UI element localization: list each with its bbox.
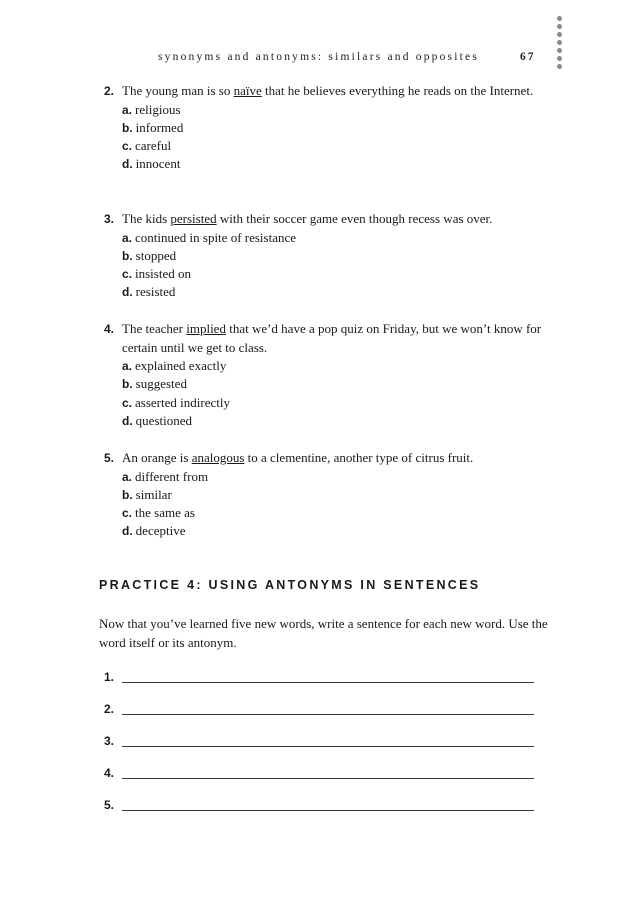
line-number: 5. (104, 798, 115, 812)
question-stem (104, 82, 544, 101)
vocab-word: implied (186, 321, 226, 336)
question-3 (104, 210, 544, 302)
question-5 (104, 449, 544, 541)
choice-letter: b. (122, 120, 133, 135)
choice-letter: d. (122, 285, 133, 300)
choice-text: different from (135, 468, 209, 484)
choice-letter: b. (122, 487, 133, 502)
section-title: PRACTICE 4: USING ANTONYMS IN SENTENCES (99, 578, 481, 592)
answer-choices (104, 468, 544, 541)
choice-text: resisted (135, 284, 176, 300)
question-stem (104, 320, 544, 357)
choice-text: careful (135, 138, 172, 154)
answer-choices (104, 357, 544, 430)
dot (557, 48, 562, 53)
question-number: 5. (104, 451, 115, 465)
choice[interactable] (104, 504, 544, 522)
running-title: synonyms and antonyms: similars and opposites (158, 51, 480, 63)
stem-text-after: that he believes everything he reads on the Internet. (261, 83, 534, 98)
choice-text: stopped (135, 247, 177, 263)
answer-choices (104, 101, 544, 174)
answer-line-3[interactable] (104, 734, 534, 752)
choice-text: insisted on (135, 266, 191, 282)
question-stem (104, 449, 544, 468)
practice-instructions: Now that you’ve learned five new words, write a sentence for each new word. Use the word itself or its antonym. (99, 616, 548, 650)
choice-letter: a. (122, 230, 133, 245)
blank-line (122, 714, 534, 715)
choice[interactable] (104, 394, 544, 412)
line-number: 4. (104, 766, 115, 780)
answer-line-2[interactable] (104, 702, 534, 720)
stem-text-after: to a clementine, another type of citrus fruit. (244, 450, 474, 465)
choice-text: innocent (135, 156, 181, 172)
question-number: 2. (104, 84, 115, 98)
stem-text-before: The young man is so (122, 83, 234, 98)
choice[interactable] (104, 357, 544, 375)
dot (557, 32, 562, 37)
choice-letter: d. (122, 524, 133, 539)
choice-text: deceptive (135, 523, 186, 539)
choice-letter: c. (122, 395, 133, 410)
answer-line-5[interactable] (104, 798, 534, 816)
choice-letter: b. (122, 248, 133, 263)
choice[interactable] (104, 119, 544, 137)
line-number: 3. (104, 734, 115, 748)
stem-text-before: An orange is (122, 450, 192, 465)
choice-text: explained exactly (135, 358, 227, 373)
choice-text: questioned (135, 412, 192, 428)
dot (557, 64, 562, 69)
choice-text: continued in spite of resistance (135, 229, 297, 245)
dot (557, 16, 562, 21)
vocab-word: analogous (191, 450, 245, 465)
dot (557, 24, 562, 29)
vocab-word: naïve (233, 83, 262, 98)
choice-letter: d. (122, 413, 133, 428)
choice[interactable] (104, 522, 544, 540)
question-number: 3. (104, 212, 115, 226)
page-number: 67 (520, 51, 536, 63)
answer-line-4[interactable] (104, 766, 534, 784)
question-stem (104, 210, 544, 229)
choice[interactable] (104, 283, 544, 301)
choice-text: suggested (135, 376, 187, 392)
stem-text-after: that we’d have a pop quiz on Friday, but we won’t know for certain until we get to class. (122, 321, 542, 355)
choice-letter: a. (122, 359, 133, 373)
line-number: 2. (104, 702, 115, 716)
running-head (158, 51, 538, 63)
choice-letter: c. (122, 267, 133, 282)
choice-text: religious (135, 101, 181, 117)
question-4 (104, 320, 544, 430)
blank-line (122, 778, 534, 779)
choice[interactable] (104, 137, 544, 155)
choice[interactable] (104, 155, 544, 173)
choice-letter: a. (122, 102, 133, 117)
answer-line-1[interactable] (104, 670, 534, 688)
choice[interactable] (104, 486, 544, 504)
question-number: 4. (104, 322, 115, 336)
stem-text-after: with their soccer game even though recess was over. (216, 211, 493, 226)
choice-letter: b. (122, 377, 133, 392)
vocab-word: persisted (170, 211, 217, 226)
choice[interactable] (104, 375, 544, 393)
choice-text: the same as (135, 505, 195, 521)
choice-letter: c. (122, 506, 133, 521)
choice-letter: d. (122, 157, 133, 172)
choice[interactable] (104, 247, 544, 265)
blank-line (122, 810, 534, 811)
question-2 (104, 82, 544, 174)
choice[interactable] (104, 265, 544, 283)
line-number: 1. (104, 670, 115, 684)
dot (557, 40, 562, 45)
choice[interactable] (104, 468, 544, 486)
choice-text: similar (135, 486, 172, 502)
choice[interactable] (104, 229, 544, 247)
stem-text-before: The teacher (122, 321, 187, 336)
choice[interactable] (104, 412, 544, 430)
stem-text-before: The kids (122, 211, 171, 226)
blank-line (122, 746, 534, 747)
choice-letter: c. (122, 139, 133, 154)
choice-letter: a. (122, 469, 133, 484)
choice-text: informed (135, 119, 184, 135)
choice-text: asserted indirectly (135, 394, 230, 410)
blank-line (122, 682, 534, 683)
dot (557, 56, 562, 61)
choice[interactable] (104, 101, 544, 119)
answer-choices (104, 229, 544, 302)
page-edge-dots (555, 16, 563, 69)
